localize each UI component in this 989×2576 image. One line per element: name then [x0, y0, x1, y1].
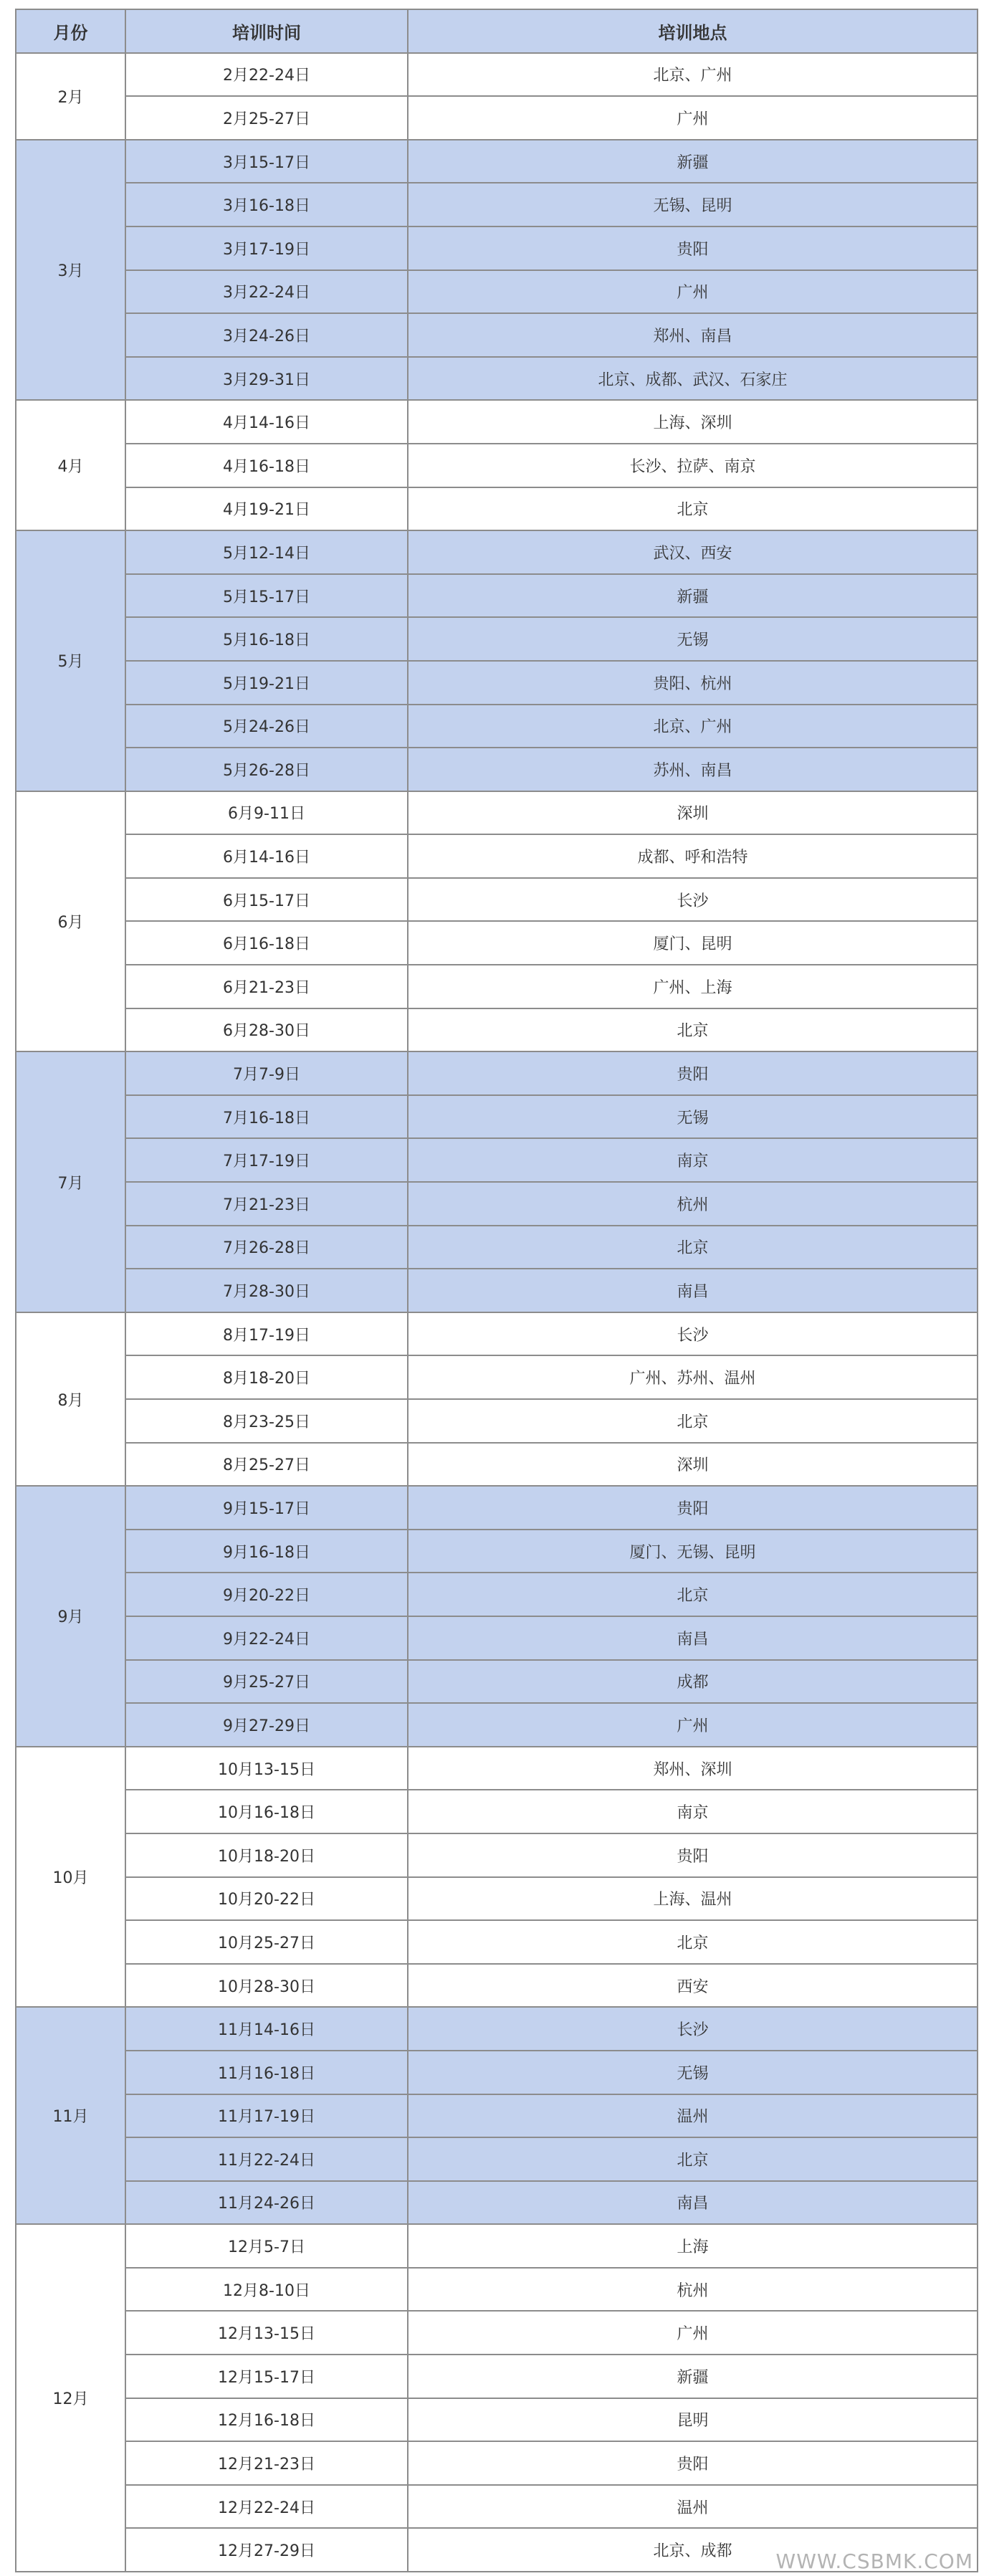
training-time-cell: 6月16-18日	[125, 921, 408, 965]
training-location-cell: 贵阳、杭州	[408, 661, 978, 705]
table-row	[16, 1269, 978, 1312]
training-location-cell: 北京、成都	[408, 2528, 978, 2572]
training-time-cell: 7月7-9日	[125, 1051, 408, 1095]
table-row	[16, 1095, 978, 1139]
training-time-cell: 12月21-23日	[125, 2441, 408, 2485]
table-row	[16, 1008, 978, 1052]
training-time-cell: 7月26-28日	[125, 1226, 408, 1269]
training-location-cell: 广州、苏州、温州	[408, 1355, 978, 1399]
training-location-cell: 昆明	[408, 2398, 978, 2442]
month-cell: 4月	[16, 400, 125, 530]
training-location-cell: 北京	[408, 1920, 978, 1964]
table-row	[16, 1443, 978, 1487]
training-location-cell: 杭州	[408, 2268, 978, 2312]
training-time-cell: 9月22-24日	[125, 1616, 408, 1660]
training-location-cell: 苏州、南昌	[408, 748, 978, 791]
training-time-cell: 6月15-17日	[125, 878, 408, 922]
training-time-cell: 11月22-24日	[125, 2137, 408, 2181]
training-time-cell: 10月25-27日	[125, 1920, 408, 1964]
training-time-cell: 12月15-17日	[125, 2355, 408, 2398]
training-location-cell: 广州、上海	[408, 965, 978, 1008]
table-row	[16, 96, 978, 140]
table-row	[16, 2181, 978, 2225]
training-time-cell: 12月5-7日	[125, 2224, 408, 2268]
training-location-cell: 贵阳	[408, 1486, 978, 1530]
training-time-cell: 11月14-16日	[125, 2007, 408, 2051]
training-location-cell: 广州	[408, 1703, 978, 1747]
table-row	[16, 1182, 978, 1226]
training-time-cell: 9月20-22日	[125, 1573, 408, 1616]
table-row	[16, 1616, 978, 1660]
month-column-header: 月份	[16, 9, 125, 53]
training-location-cell: 北京	[408, 2137, 978, 2181]
table-row	[16, 834, 978, 878]
table-row	[16, 357, 978, 401]
table-row	[16, 53, 978, 97]
training-location-cell: 上海	[408, 2224, 978, 2268]
training-location-cell: 长沙	[408, 1312, 978, 1356]
month-cell: 5月	[16, 530, 125, 791]
table-row	[16, 2398, 978, 2442]
training-location-cell: 贵阳	[408, 2441, 978, 2485]
training-time-cell: 11月16-18日	[125, 2051, 408, 2094]
training-time-cell: 12月27-29日	[125, 2528, 408, 2572]
training-time-cell: 10月13-15日	[125, 1747, 408, 1790]
table-row	[16, 574, 978, 618]
training-time-cell: 5月12-14日	[125, 530, 408, 574]
table-row	[16, 183, 978, 226]
training-time-cell: 4月14-16日	[125, 400, 408, 444]
table-header	[16, 9, 978, 53]
table-row	[16, 487, 978, 531]
training-location-cell: 北京、广州	[408, 705, 978, 748]
month-cell: 8月	[16, 1312, 125, 1486]
table-row	[16, 2007, 978, 2051]
training-location-cell: 郑州、深圳	[408, 1747, 978, 1790]
training-location-cell: 杭州	[408, 1182, 978, 1226]
table-row	[16, 1833, 978, 1877]
training-time-cell: 8月25-27日	[125, 1443, 408, 1487]
training-location-cell: 新疆	[408, 2355, 978, 2398]
training-time-cell: 9月16-18日	[125, 1530, 408, 1573]
table-row	[16, 313, 978, 357]
training-time-cell: 11月24-26日	[125, 2181, 408, 2225]
training-location-cell: 武汉、西安	[408, 530, 978, 574]
training-time-cell: 5月24-26日	[125, 705, 408, 748]
training-location-cell: 无锡	[408, 617, 978, 661]
training-time-cell: 12月22-24日	[125, 2485, 408, 2529]
table-row	[16, 1486, 978, 1530]
month-cell: 2月	[16, 53, 125, 140]
table-row	[16, 270, 978, 314]
training-location-cell: 深圳	[408, 791, 978, 835]
training-location-cell: 广州	[408, 270, 978, 314]
training-time-cell: 10月28-30日	[125, 1964, 408, 2008]
training-location-cell: 南京	[408, 1790, 978, 1833]
table-row	[16, 661, 978, 705]
table-row	[16, 2268, 978, 2312]
training-location-cell: 北京、成都、武汉、石家庄	[408, 357, 978, 401]
training-time-cell: 8月17-19日	[125, 1312, 408, 1356]
table-row	[16, 1355, 978, 1399]
training-location-cell: 贵阳	[408, 226, 978, 270]
training-time-cell: 11月17-19日	[125, 2094, 408, 2138]
training-time-cell: 3月17-19日	[125, 226, 408, 270]
training-time-cell: 12月16-18日	[125, 2398, 408, 2442]
table-row	[16, 2441, 978, 2485]
training-location-cell: 广州	[408, 2311, 978, 2355]
training-time-cell: 12月8-10日	[125, 2268, 408, 2312]
table-row	[16, 1877, 978, 1921]
table-row	[16, 878, 978, 922]
month-cell: 9月	[16, 1486, 125, 1747]
training-location-cell: 广州	[408, 96, 978, 140]
table-row	[16, 791, 978, 835]
training-time-cell: 5月19-21日	[125, 661, 408, 705]
table-row	[16, 2224, 978, 2268]
month-cell: 12月	[16, 2224, 125, 2572]
training-location-cell: 南昌	[408, 2181, 978, 2225]
table-row	[16, 1573, 978, 1616]
table-row	[16, 2094, 978, 2138]
training-location-cell: 北京、广州	[408, 53, 978, 97]
training-time-cell: 4月16-18日	[125, 444, 408, 487]
header-row	[16, 9, 978, 53]
month-cell: 7月	[16, 1051, 125, 1312]
training-location-cell: 厦门、无锡、昆明	[408, 1530, 978, 1573]
training-time-cell: 3月16-18日	[125, 183, 408, 226]
table-row	[16, 530, 978, 574]
training-time-cell: 9月25-27日	[125, 1660, 408, 1704]
training-location-cell: 南昌	[408, 1269, 978, 1312]
training-location-cell: 新疆	[408, 574, 978, 618]
table-row	[16, 1399, 978, 1443]
table-row	[16, 1964, 978, 2008]
time-column-header: 培训时间	[125, 9, 408, 53]
training-location-cell: 无锡	[408, 1095, 978, 1139]
training-location-cell: 南京	[408, 1138, 978, 1182]
table-row	[16, 2311, 978, 2355]
training-location-cell: 贵阳	[408, 1833, 978, 1877]
training-time-cell: 8月18-20日	[125, 1355, 408, 1399]
training-location-cell: 无锡	[408, 2051, 978, 2094]
training-location-cell: 北京	[408, 1573, 978, 1616]
training-time-cell: 12月13-15日	[125, 2311, 408, 2355]
table-row	[16, 2355, 978, 2398]
table-row	[16, 1312, 978, 1356]
table-row	[16, 705, 978, 748]
table-row	[16, 1226, 978, 1269]
training-time-cell: 3月29-31日	[125, 357, 408, 401]
table-body	[16, 53, 978, 2572]
training-time-cell: 5月16-18日	[125, 617, 408, 661]
training-time-cell: 3月24-26日	[125, 313, 408, 357]
training-time-cell: 3月22-24日	[125, 270, 408, 314]
training-time-cell: 7月21-23日	[125, 1182, 408, 1226]
training-time-cell: 6月9-11日	[125, 791, 408, 835]
training-location-cell: 郑州、南昌	[408, 313, 978, 357]
month-cell: 10月	[16, 1747, 125, 2008]
training-time-cell: 7月28-30日	[125, 1269, 408, 1312]
month-cell: 6月	[16, 791, 125, 1052]
training-location-cell: 北京	[408, 1399, 978, 1443]
table-row	[16, 1051, 978, 1095]
table-row	[16, 2051, 978, 2094]
table-row	[16, 1920, 978, 1964]
table-row	[16, 140, 978, 183]
table-row	[16, 1660, 978, 1704]
table-row	[16, 1790, 978, 1833]
table-row	[16, 748, 978, 791]
table-row	[16, 2137, 978, 2181]
training-time-cell: 3月15-17日	[125, 140, 408, 183]
table-row	[16, 965, 978, 1008]
table-row	[16, 226, 978, 270]
training-location-cell: 北京	[408, 1226, 978, 1269]
training-location-cell: 贵阳	[408, 1051, 978, 1095]
month-cell: 11月	[16, 2007, 125, 2224]
training-time-cell: 5月15-17日	[125, 574, 408, 618]
training-location-cell: 温州	[408, 2485, 978, 2529]
training-time-cell: 6月14-16日	[125, 834, 408, 878]
table-row	[16, 1530, 978, 1573]
training-location-cell: 长沙	[408, 878, 978, 922]
training-time-cell: 10月20-22日	[125, 1877, 408, 1921]
training-location-cell: 深圳	[408, 1443, 978, 1487]
training-time-cell: 6月21-23日	[125, 965, 408, 1008]
training-time-cell: 5月26-28日	[125, 748, 408, 791]
table-row	[16, 2485, 978, 2529]
training-time-cell: 6月28-30日	[125, 1008, 408, 1052]
training-location-cell: 北京	[408, 487, 978, 531]
training-location-cell: 长沙、拉萨、南京	[408, 444, 978, 487]
location-column-header: 培训地点	[408, 9, 978, 53]
training-location-cell: 上海、温州	[408, 1877, 978, 1921]
training-time-cell: 9月27-29日	[125, 1703, 408, 1747]
training-location-cell: 成都、呼和浩特	[408, 834, 978, 878]
training-schedule-table	[15, 9, 978, 2572]
training-location-cell: 西安	[408, 1964, 978, 2008]
training-time-cell: 8月23-25日	[125, 1399, 408, 1443]
table-row	[16, 1747, 978, 1790]
training-time-cell: 2月25-27日	[125, 96, 408, 140]
training-time-cell: 4月19-21日	[125, 487, 408, 531]
training-location-cell: 新疆	[408, 140, 978, 183]
training-location-cell: 北京	[408, 1008, 978, 1052]
table-row	[16, 444, 978, 487]
table-row	[16, 1138, 978, 1182]
table-row	[16, 1703, 978, 1747]
training-time-cell: 2月22-24日	[125, 53, 408, 97]
training-location-cell: 上海、深圳	[408, 400, 978, 444]
training-time-cell: 10月18-20日	[125, 1833, 408, 1877]
table-row	[16, 617, 978, 661]
watermark-text: WWW.CSBMK.COM	[775, 2549, 973, 2573]
table-row	[16, 400, 978, 444]
training-location-cell: 南昌	[408, 1616, 978, 1660]
training-time-cell: 9月15-17日	[125, 1486, 408, 1530]
table-row	[16, 921, 978, 965]
training-time-cell: 7月16-18日	[125, 1095, 408, 1139]
training-location-cell: 长沙	[408, 2007, 978, 2051]
training-location-cell: 成都	[408, 1660, 978, 1704]
training-location-cell: 无锡、昆明	[408, 183, 978, 226]
month-cell: 3月	[16, 140, 125, 401]
training-time-cell: 7月17-19日	[125, 1138, 408, 1182]
training-location-cell: 厦门、昆明	[408, 921, 978, 965]
training-location-cell: 温州	[408, 2094, 978, 2138]
training-time-cell: 10月16-18日	[125, 1790, 408, 1833]
